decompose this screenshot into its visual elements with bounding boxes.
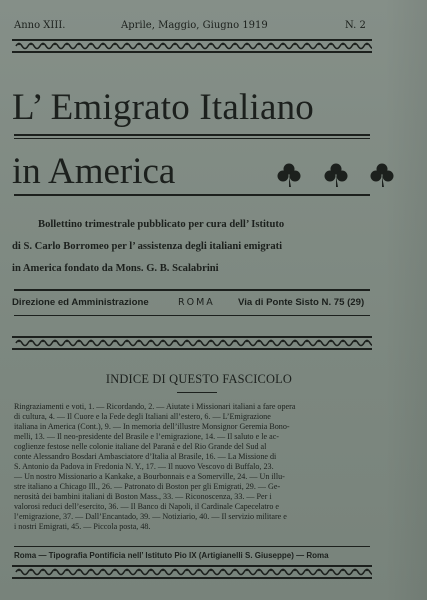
direzione-rule-top — [14, 289, 370, 291]
contents-line: i nostri Emigrati, 45. — Piccola posta, 48. — [14, 522, 151, 531]
contents-line: Ringraziamenti e voti, 1. — Ricordando, 2. — Aiutate i Missionari italiani a fare opera — [14, 402, 296, 411]
direzione-city: ROMA — [178, 297, 215, 308]
subtitle-line: in America fondato da Mons. G. B. Scalabrini — [12, 263, 219, 274]
contents-line: valorosi reduci dell’esercito, 36. — Il Banco di Napoli, il Cardinale Capecelatro e — [14, 502, 279, 511]
issue-months: Aprile, Maggio, Giugno 1919 — [121, 20, 268, 31]
subtitle-rule — [14, 194, 370, 196]
index-title-underline — [177, 392, 217, 393]
issue-number: N. 2 — [345, 20, 366, 31]
contents-line: — Un nostro Missionario a Kankake, a Bourbonnais e a Somerville, 24. — Un illu- — [14, 472, 285, 481]
subtitle-line: Bollettino trimestrale pubblicato per cura dell’ Istituto — [38, 219, 285, 230]
ornament-band-bottom — [12, 564, 372, 580]
contents-line: conte Alessandro Bosdari Ambasciatore d’Italia al Brasile, 16. — La Missione di — [14, 452, 277, 461]
table-of-contents — [14, 402, 372, 532]
direzione-label: Direzione ed Amministrazione — [12, 297, 149, 308]
contents-line: nerosità dei bambini italiani di Boston Mass., 33. — Riconoscenza, 33. — Per i — [14, 492, 272, 501]
contents-line: italiana in America (Cont.), 9. — In memoria dell’illustre Monsignor Geremia Bono- — [14, 422, 290, 431]
ornament-band-middle — [12, 335, 372, 351]
journal-title-line1: L’ Emigrato Italiano — [12, 87, 314, 128]
title-rule-thin — [14, 138, 370, 139]
year-label: Anno XIII. — [14, 20, 66, 31]
title-rule — [14, 134, 370, 136]
footer-rule-top — [14, 546, 370, 547]
page-edge-shadow — [385, 0, 427, 600]
direzione-address: Via di Ponte Sisto N. 75 (29) — [238, 297, 365, 308]
index-title: INDICE DI QUESTO FASCICOLO — [105, 372, 293, 386]
contents-line: melli, 13. — Il neo-presidente del Brasile e l’emigrazione, 14. — Il saluto e le ac- — [14, 432, 279, 441]
direzione-rule-bottom — [14, 315, 370, 316]
contents-line: S. Antonio da Padova in Fredonia N. Y., 17. — Il nuovo Vescovo di Buffalo, 23. — [14, 462, 274, 471]
contents-line: di cultura, 4. — Il Cuore e la Fede degli Italiani all’estero, 6. — L’Emigrazione — [14, 412, 271, 421]
direzione-line — [12, 297, 372, 308]
printer-line: Roma — Tipografia Pontificia nell’ Istituto Pio IX (Artigianelli S. Giuseppe) — Roma — [14, 551, 329, 560]
journal-title-line2: in America — [12, 151, 176, 192]
ornament-band-top — [12, 38, 372, 54]
contents-line: coglienze festose nelle colonie italiane del Paraná e del Rio Grande del Sud al — [14, 442, 267, 451]
contents-line: stre italiano a Chicago Ill., 26. — Patronato di Boston per gli Emigrati, 29. — Ge- — [14, 482, 281, 491]
subtitle-line: di S. Carlo Borromeo per l’ assistenza degli italiani emigrati — [12, 241, 283, 252]
subtitle — [12, 214, 372, 280]
contents-line: l’emigrazione, 37. — Dall’Encantado, 39. — Notiziario, 40. — Il servizio militare e — [14, 512, 287, 521]
clover-ornament-icon — [276, 162, 302, 188]
clover-ornament-icon — [323, 162, 349, 188]
